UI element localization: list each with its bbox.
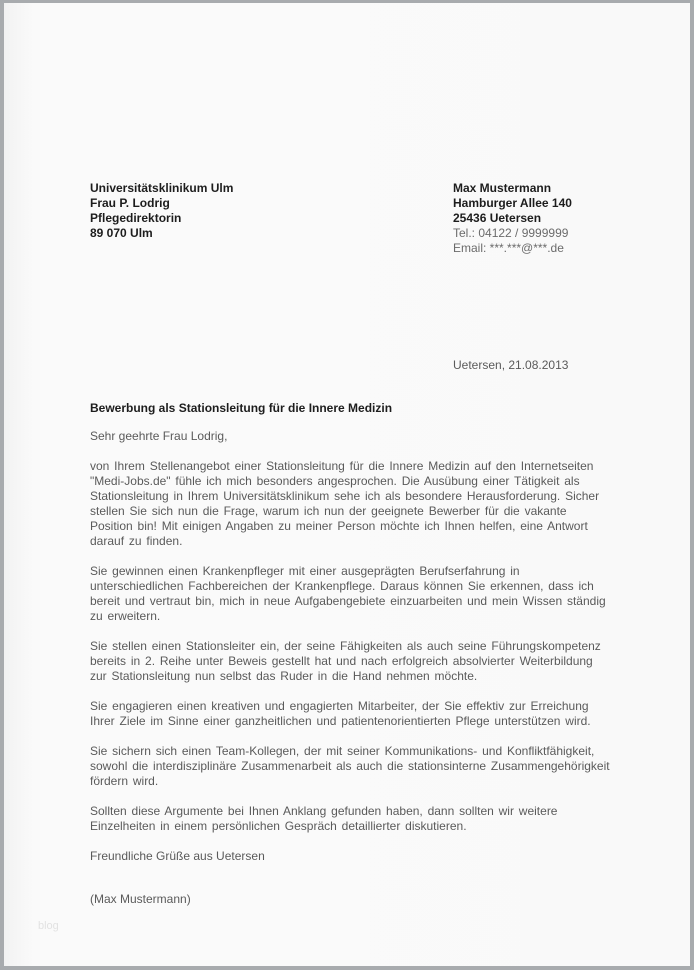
recipient-line: Frau P. Lodrig xyxy=(90,196,170,210)
subject-line: Bewerbung als Stationsleitung für die Innere Medizin xyxy=(90,401,393,415)
letter-content xyxy=(90,3,614,907)
letter-page xyxy=(4,3,690,966)
recipient-address xyxy=(90,181,453,256)
sender-city: 25436 Uetersen xyxy=(453,211,542,225)
recipient-line: Universitätsklinikum Ulm xyxy=(90,181,234,195)
salutation: Sehr geehrte Frau Lodrig, xyxy=(90,429,228,443)
closing-line: Freundliche Grüße aus Uetersen xyxy=(90,849,265,863)
recipient-line: Pflegedirektorin xyxy=(90,211,182,225)
date-line: Uetersen, 21.08.2013 xyxy=(453,358,569,372)
body-paragraph: Sie sichern sich einen Team-Kollegen, der mit seiner Kommunikations- und Konfliktfähigkeit, sowohl die interdisziplinäre Zusammenarbeit als auch die stationsinterne Zusammengehörigkeit fördern wird. xyxy=(90,744,610,788)
sender-address xyxy=(453,181,572,256)
body-paragraph: Sie gewinnen einen Krankenpfleger mit einer ausgeprägten Berufserfahrung in unterschiedlichen Fachbereichen der Krankenpflege. Daraus können Sie erkennen, dass ich bereit und vertraut bin, mich in neue Aufgabengebiete einzuarbeiten und mein Wissen ständig zu erweitern. xyxy=(90,564,606,623)
body-paragraph: Sie engagieren einen kreativen und engagierten Mitarbeiter, der Sie effektiv zur Erreichung Ihrer Ziele im Sinne einer ganzheitlichen und patientenorientierten Pflege unterstützen wird. xyxy=(90,699,591,728)
sender-phone: Tel.: 04122 / 9999999 xyxy=(453,226,569,240)
recipient-line: 89 070 Ulm xyxy=(90,226,153,240)
sender-street: Hamburger Allee 140 xyxy=(453,196,572,210)
body-paragraph: Sie stellen einen Stationsleiter ein, der seine Fähigkeiten als auch seine Führungskompetenz bereits in 2. Reihe unter Beweis gestellt hat und nach erfolgreich absolvierter Weiterbildung zur Stationsleitung nun selbst das Ruder in die Hand nehmen möchte. xyxy=(90,639,601,683)
watermark-text: blog xyxy=(38,920,59,932)
sender-name: Max Mustermann xyxy=(453,181,552,195)
body-paragraph: von Ihrem Stellenangebot einer Stationsleitung für die Innere Medizin auf den Internetseiten "Medi-Jobs.de" fühle ich mich besonders angesprochen. Die Ausübung einer Tätigkeit als Stationsleitung in Ihrem Universitätsklinikum sehe ich als besondere Herausforderung. Sicher stellen Sie sich nun die Frage, warum ich nun der geeignete Bewerber für die vakante Position bin! Mit einigen Angaben zu meiner Person möchte ich Ihnen helfen, eine Antwort darauf zu finden. xyxy=(90,459,600,548)
date-row xyxy=(90,358,614,373)
sender-email: Email: ***.***@***.de xyxy=(453,241,564,255)
signature-line: (Max Mustermann) xyxy=(90,892,191,906)
address-row xyxy=(90,181,614,256)
body-paragraph: Sollten diese Argumente bei Ihnen Anklang gefunden haben, dann sollten wir weitere Einzelheiten in einem persönlichen Gespräch detaillierter diskutieren. xyxy=(90,804,558,833)
